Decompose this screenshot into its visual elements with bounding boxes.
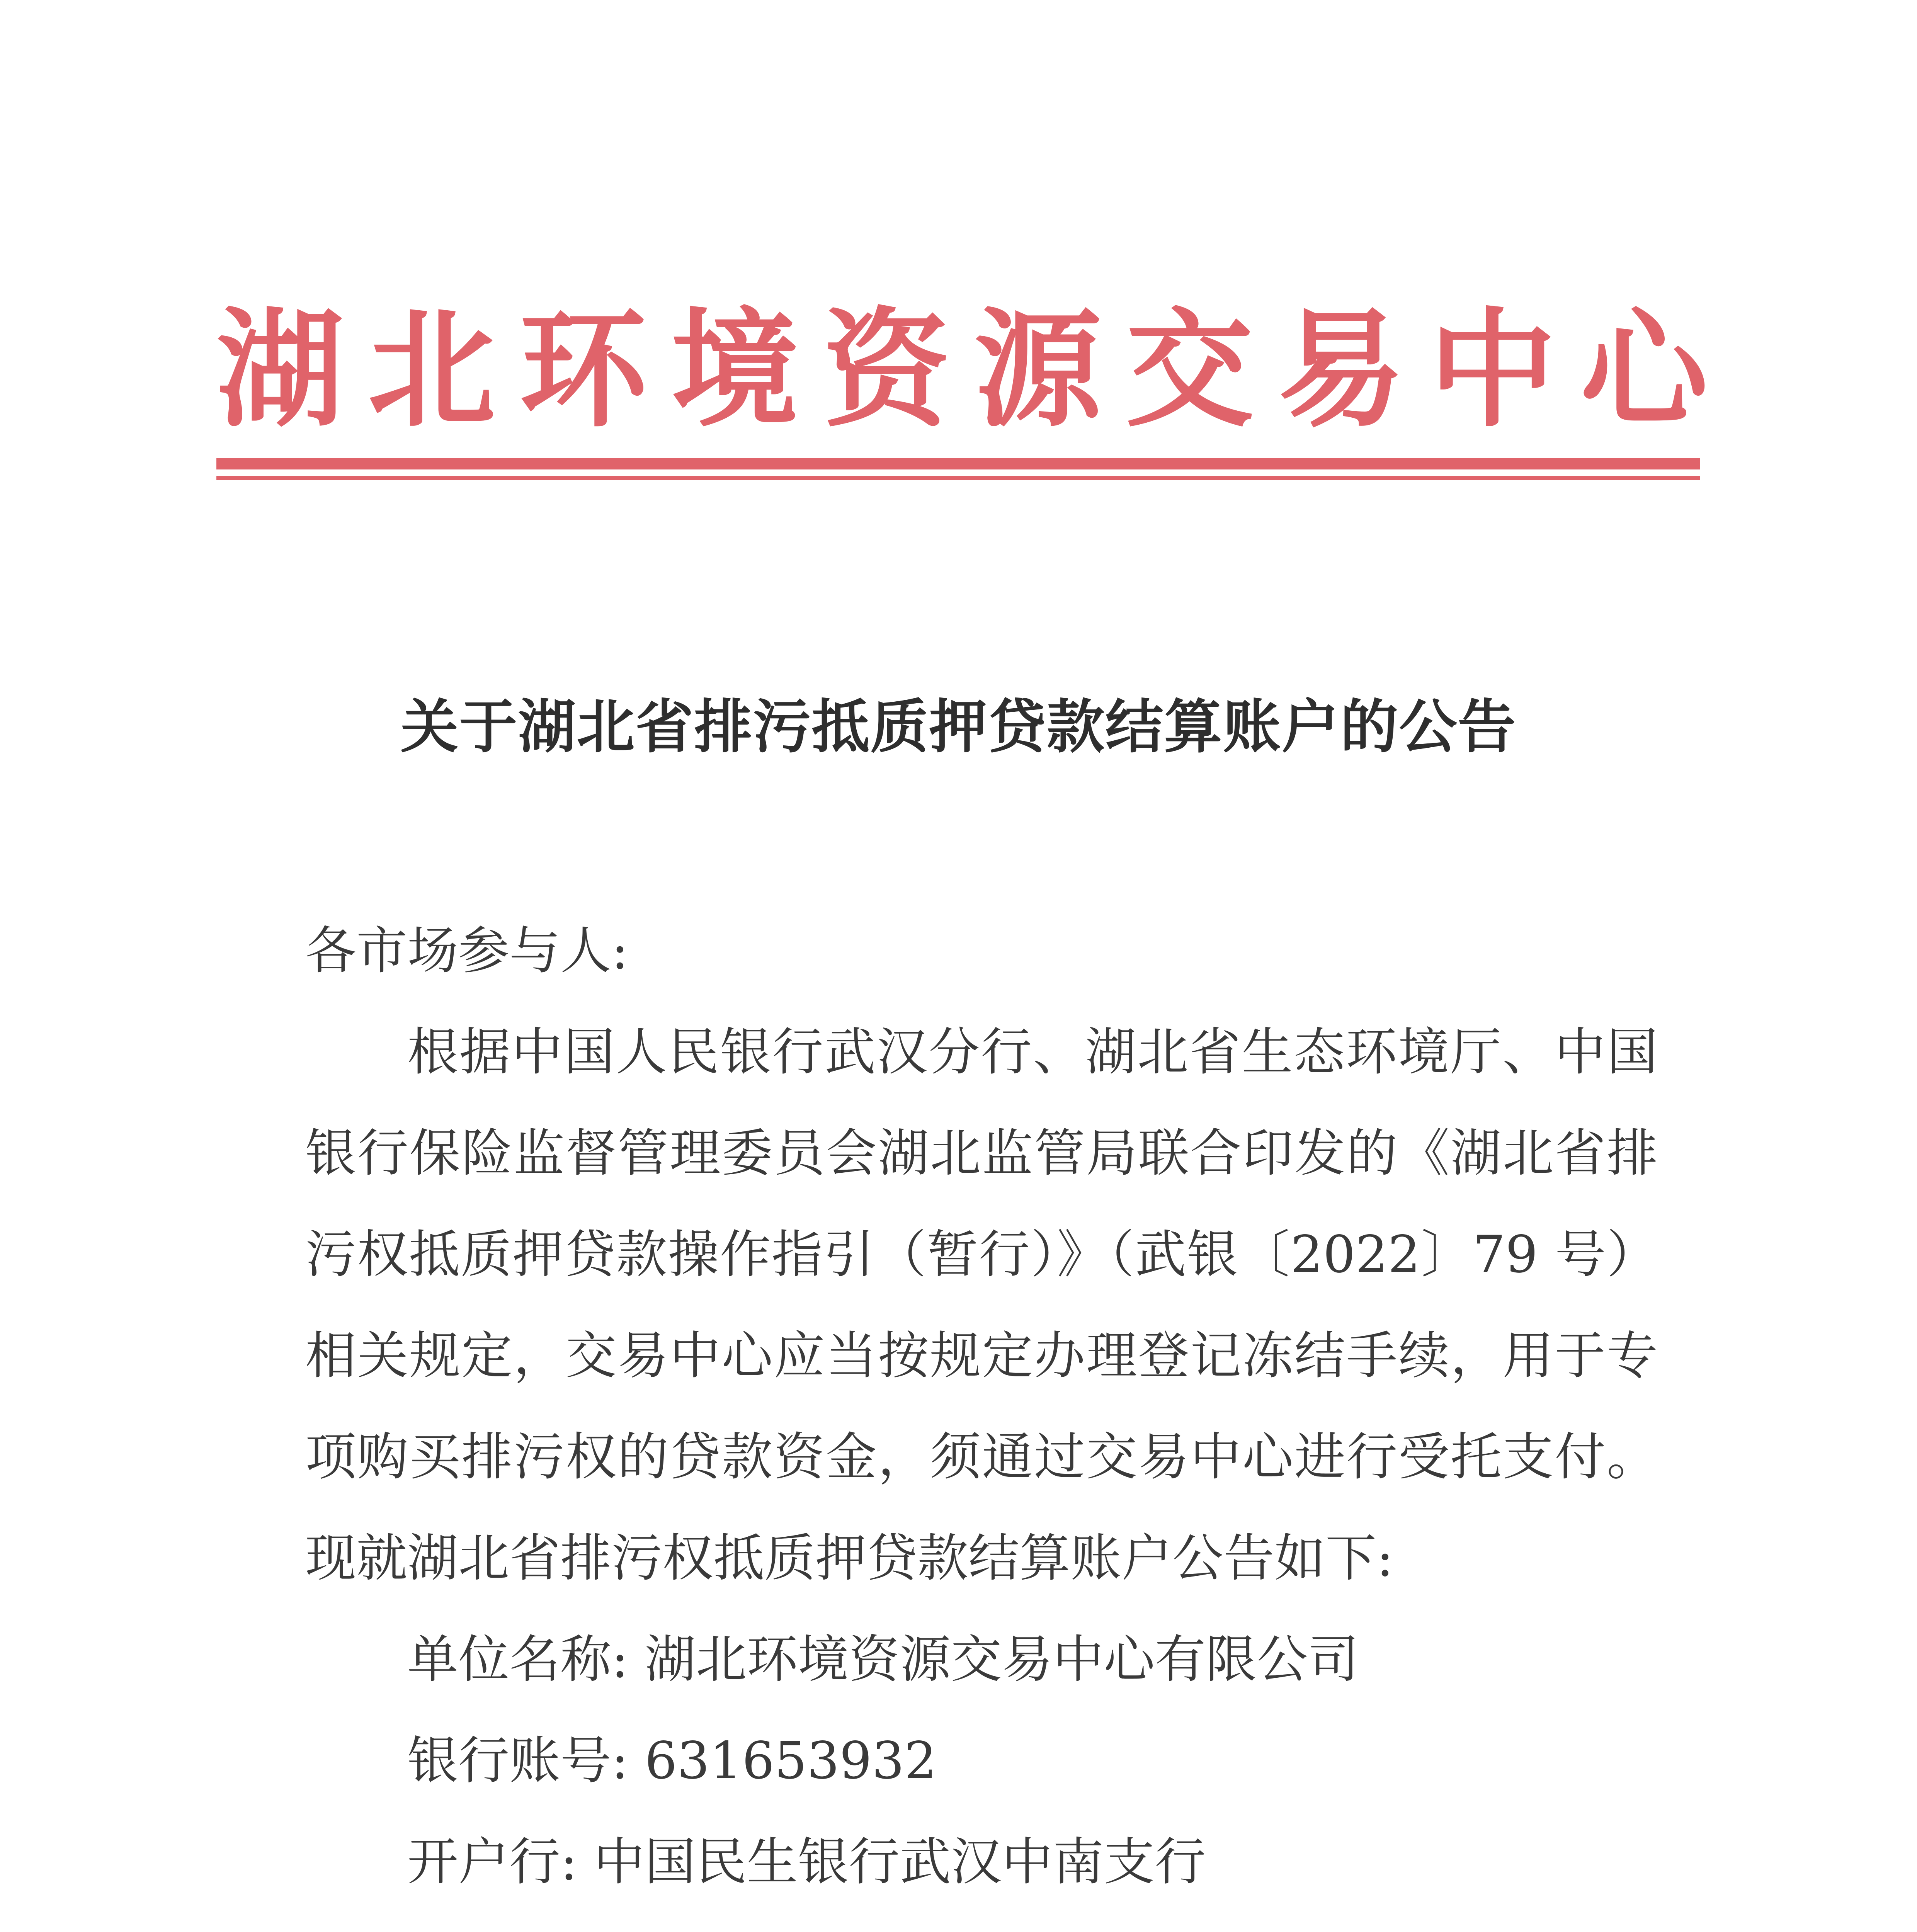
letterhead-char: 源 bbox=[974, 294, 1102, 444]
letterhead-char: 北 bbox=[368, 294, 496, 444]
info-row-company bbox=[407, 1609, 1658, 1710]
letterhead-char: 交 bbox=[1126, 294, 1254, 444]
letterhead-char: 环 bbox=[519, 294, 647, 444]
info-row-bank bbox=[407, 1811, 1658, 1913]
info-label: 单位名称: bbox=[407, 1630, 629, 1689]
letterhead bbox=[216, 278, 1708, 444]
letterhead-char: 中 bbox=[1429, 294, 1556, 444]
info-value: 湖北环境资源交易中心有限公司 bbox=[645, 1630, 1359, 1689]
document-body bbox=[305, 900, 1658, 1932]
body-paragraph: 根据中国人民银行武汉分行、湖北省生态环境厅、中国银行保险监督管理委员会湖北监管局联合印发的《湖北省排污权抵质押贷款操作指引（暂行）》（武银〔2022〕79 号）相关规定，交易中心应当按规定办理登记冻结手续，用于专项购买排污权的贷款资金，须通过交易中心进行受托支付。现就湖北省排污权抵质押贷款结算账户公告如下: bbox=[305, 1022, 1658, 1588]
info-row-account bbox=[407, 1710, 1658, 1811]
letterhead-char: 易 bbox=[1277, 294, 1405, 444]
document-title: 关于湖北省排污抵质押贷款结算账户的公告 bbox=[400, 693, 1517, 761]
header-rule-thick bbox=[216, 458, 1700, 469]
info-label: 银行账号: bbox=[407, 1731, 629, 1791]
info-value: 中国民生银行武汉中南支行 bbox=[594, 1832, 1206, 1892]
letterhead-char: 心 bbox=[1580, 294, 1708, 444]
info-label: 开户行: bbox=[407, 1832, 578, 1892]
letterhead-char: 境 bbox=[671, 294, 799, 444]
letterhead-char: 资 bbox=[822, 294, 950, 444]
header-rule-thin bbox=[216, 476, 1700, 480]
info-row-bank-code bbox=[407, 1913, 1658, 1932]
info-value: 631653932 bbox=[645, 1731, 937, 1791]
letterhead-char: 湖 bbox=[216, 294, 344, 444]
salutation: 各市场参与人: bbox=[305, 921, 629, 981]
account-info bbox=[305, 1609, 1658, 1932]
